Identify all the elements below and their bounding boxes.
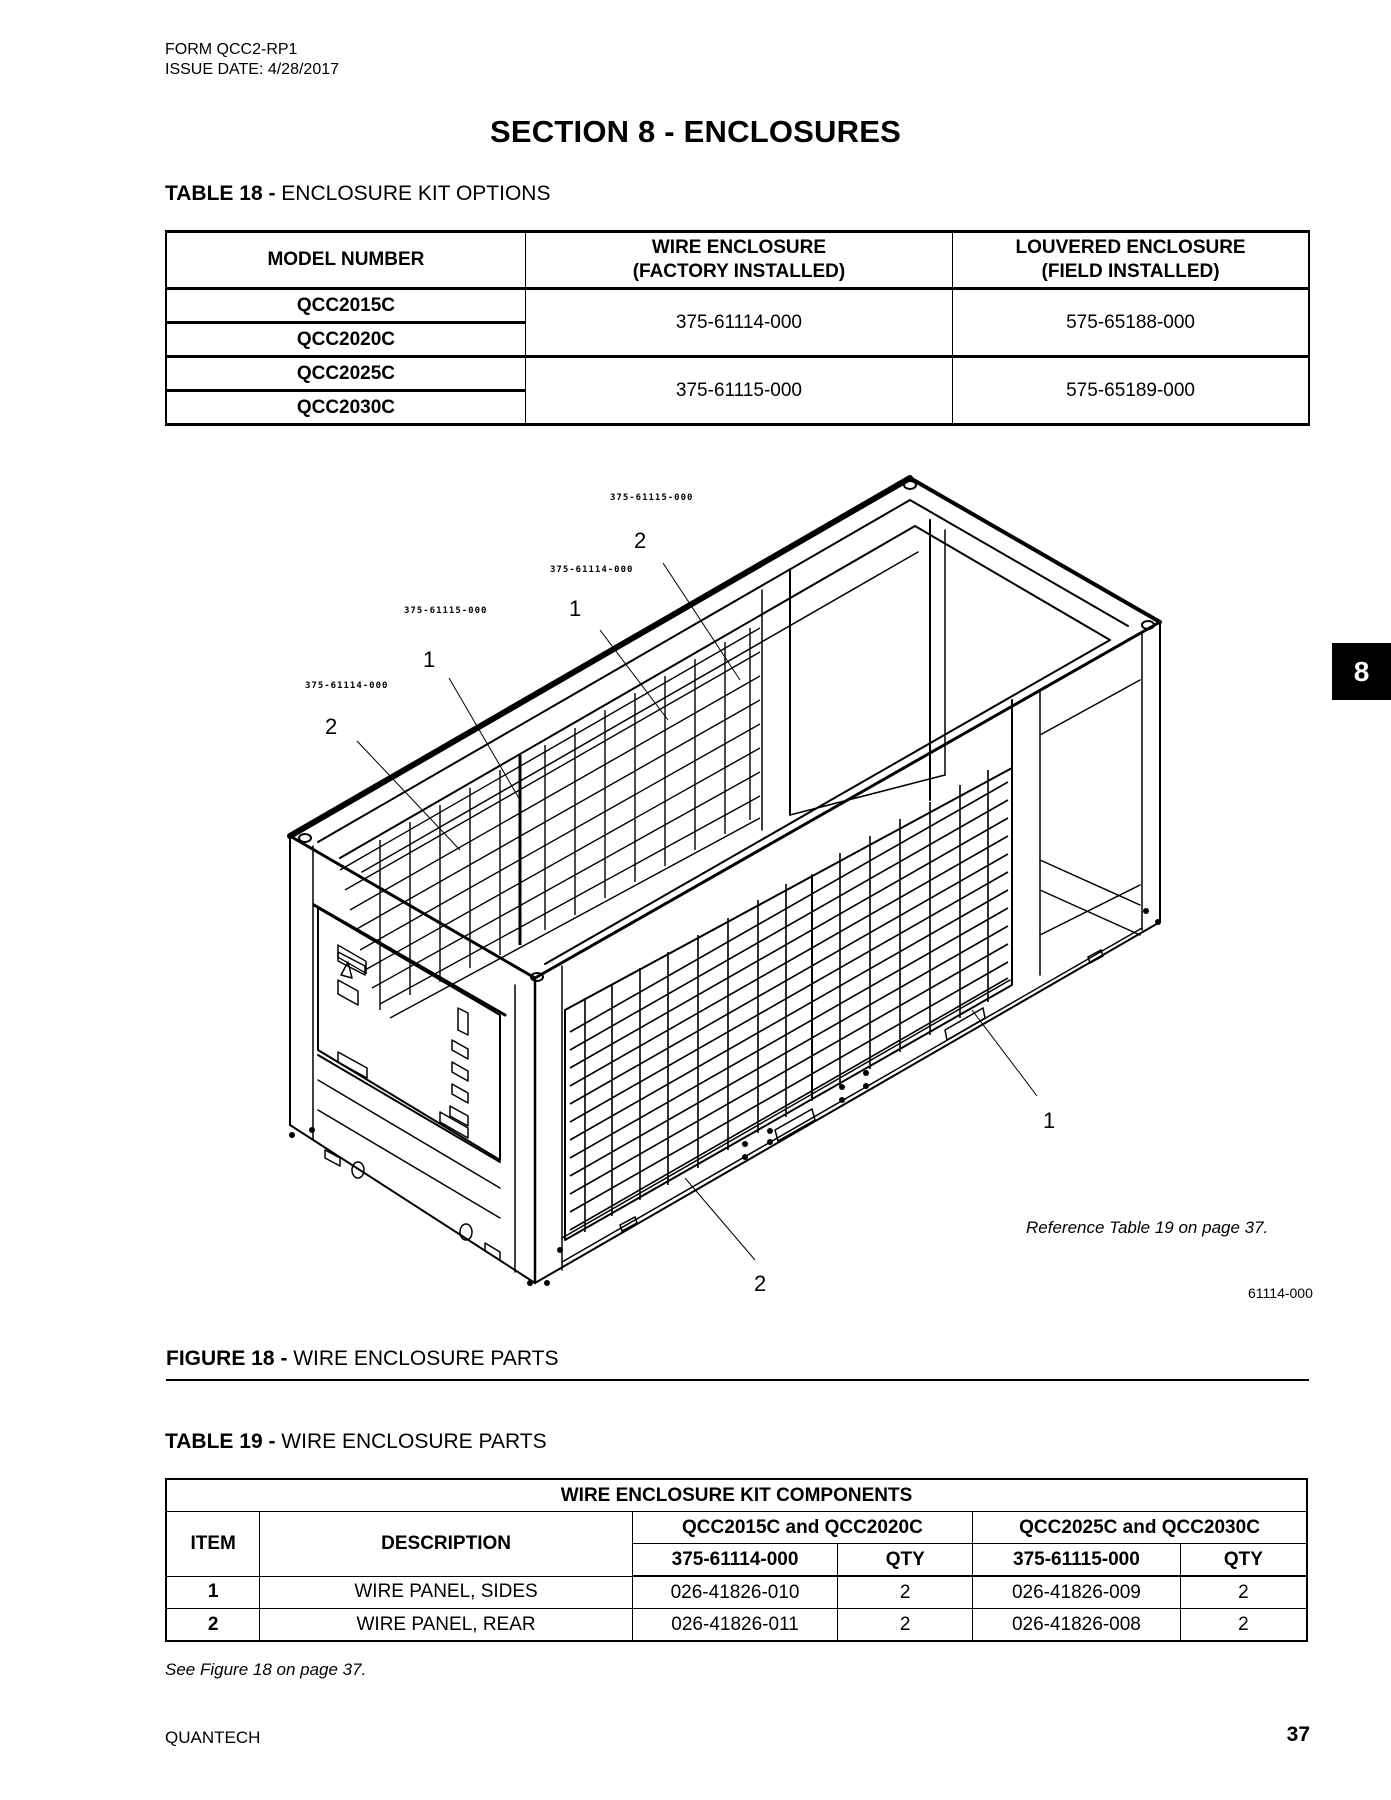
table-title: WIRE ENCLOSURE KIT COMPONENTS: [166, 1479, 1307, 1512]
qty-cell: 2: [1180, 1609, 1307, 1642]
part-cell: 026-41826-011: [632, 1609, 838, 1642]
header-model-number: MODEL NUMBER: [166, 232, 525, 289]
table18-caption-label: TABLE 18 -: [165, 182, 276, 205]
form-number: FORM QCC2-RP1: [165, 41, 298, 58]
header-louvered-line1: LOUVERED ENCLOSURE: [1015, 237, 1246, 258]
model-cell: QCC2025C: [166, 357, 525, 391]
callout-part-label: 375-61115-000: [610, 493, 694, 503]
item-cell: 1: [166, 1576, 260, 1609]
wire-part-cell: 375-61115-000: [525, 357, 952, 425]
header-item: ITEM: [166, 1512, 260, 1577]
callout-item-number: 1: [1043, 1108, 1056, 1133]
reference-note: Reference Table 19 on page 37.: [1026, 1218, 1269, 1237]
wire-enclosure-parts-table: [165, 1478, 1308, 1642]
header-description: DESCRIPTION: [260, 1512, 632, 1577]
table19-caption-text: WIRE ENCLOSURE PARTS: [275, 1430, 547, 1453]
header-qty: QTY: [838, 1544, 973, 1577]
header-wire-line2: (FACTORY INSTALLED): [632, 261, 846, 282]
footer-brand: QUANTECH: [165, 1728, 261, 1747]
table19-caption: [165, 1430, 547, 1454]
callout-part-label: 375-61114-000: [550, 565, 634, 575]
callout-item-number: 2: [634, 528, 647, 553]
callout-item-number: 2: [754, 1271, 767, 1296]
header-kit-375-61115-000: 375-61115-000: [973, 1544, 1181, 1577]
table-row: [166, 1576, 1307, 1609]
header-wire-line1: WIRE ENCLOSURE: [651, 237, 827, 258]
figure-id: 61114-000: [1248, 1285, 1313, 1301]
table19-caption-label: TABLE 19 -: [165, 1430, 276, 1453]
figure18-caption-text: WIRE ENCLOSURE PARTS: [287, 1347, 559, 1370]
part-cell: 026-41826-010: [632, 1576, 838, 1609]
header-louvered-line2: (FIELD INSTALLED): [1041, 261, 1220, 282]
model-cell: QCC2015C: [166, 289, 525, 323]
figure18-caption: [166, 1347, 558, 1371]
caption-divider: [166, 1379, 1309, 1381]
page-number: 37: [1286, 1723, 1310, 1746]
table-row: [166, 1609, 1307, 1642]
table-title-row: [166, 1479, 1307, 1512]
table19-note: See Figure 18 on page 37.: [165, 1660, 367, 1679]
item-cell: 2: [166, 1609, 260, 1642]
part-cell: 026-41826-009: [973, 1576, 1181, 1609]
model-cell: QCC2020C: [166, 323, 525, 357]
louvered-part-cell: 575-65188-000: [953, 289, 1309, 357]
callout-part-label: 375-61115-000: [404, 606, 488, 616]
callout-item-number: 1: [423, 647, 436, 672]
qty-cell: 2: [1180, 1576, 1307, 1609]
issue-date: ISSUE DATE: 4/28/2017: [165, 61, 340, 78]
qty-cell: 2: [838, 1609, 973, 1642]
wire-part-cell: 375-61114-000: [525, 289, 952, 357]
header-kit-375-61114-000: 375-61114-000: [632, 1544, 838, 1577]
callout-item-number: 1: [569, 596, 582, 621]
part-cell: 026-41826-008: [973, 1609, 1181, 1642]
figure18-caption-label: FIGURE 18 -: [166, 1347, 288, 1370]
table18-caption-text: ENCLOSURE KIT OPTIONS: [275, 182, 551, 205]
description-cell: WIRE PANEL, REAR: [260, 1609, 632, 1642]
header-group-2025-2030: QCC2025C and QCC2030C: [973, 1512, 1307, 1544]
callout-part-label: 375-61114-000: [305, 681, 389, 691]
louvered-part-cell: 575-65189-000: [953, 357, 1309, 425]
callout-leaders: [357, 563, 1037, 1260]
description-cell: WIRE PANEL, SIDES: [260, 1576, 632, 1609]
callout-item-number: 2: [325, 714, 338, 739]
qty-cell: 2: [838, 1576, 973, 1609]
model-cell: QCC2030C: [166, 391, 525, 425]
section-tab[interactable]: 8: [1332, 643, 1391, 700]
header-qty: QTY: [1180, 1544, 1307, 1577]
section-title: SECTION 8 - ENCLOSURES: [490, 114, 901, 149]
header-group-2015-2020: QCC2015C and QCC2020C: [632, 1512, 972, 1544]
table-header-row: [166, 1512, 1307, 1544]
